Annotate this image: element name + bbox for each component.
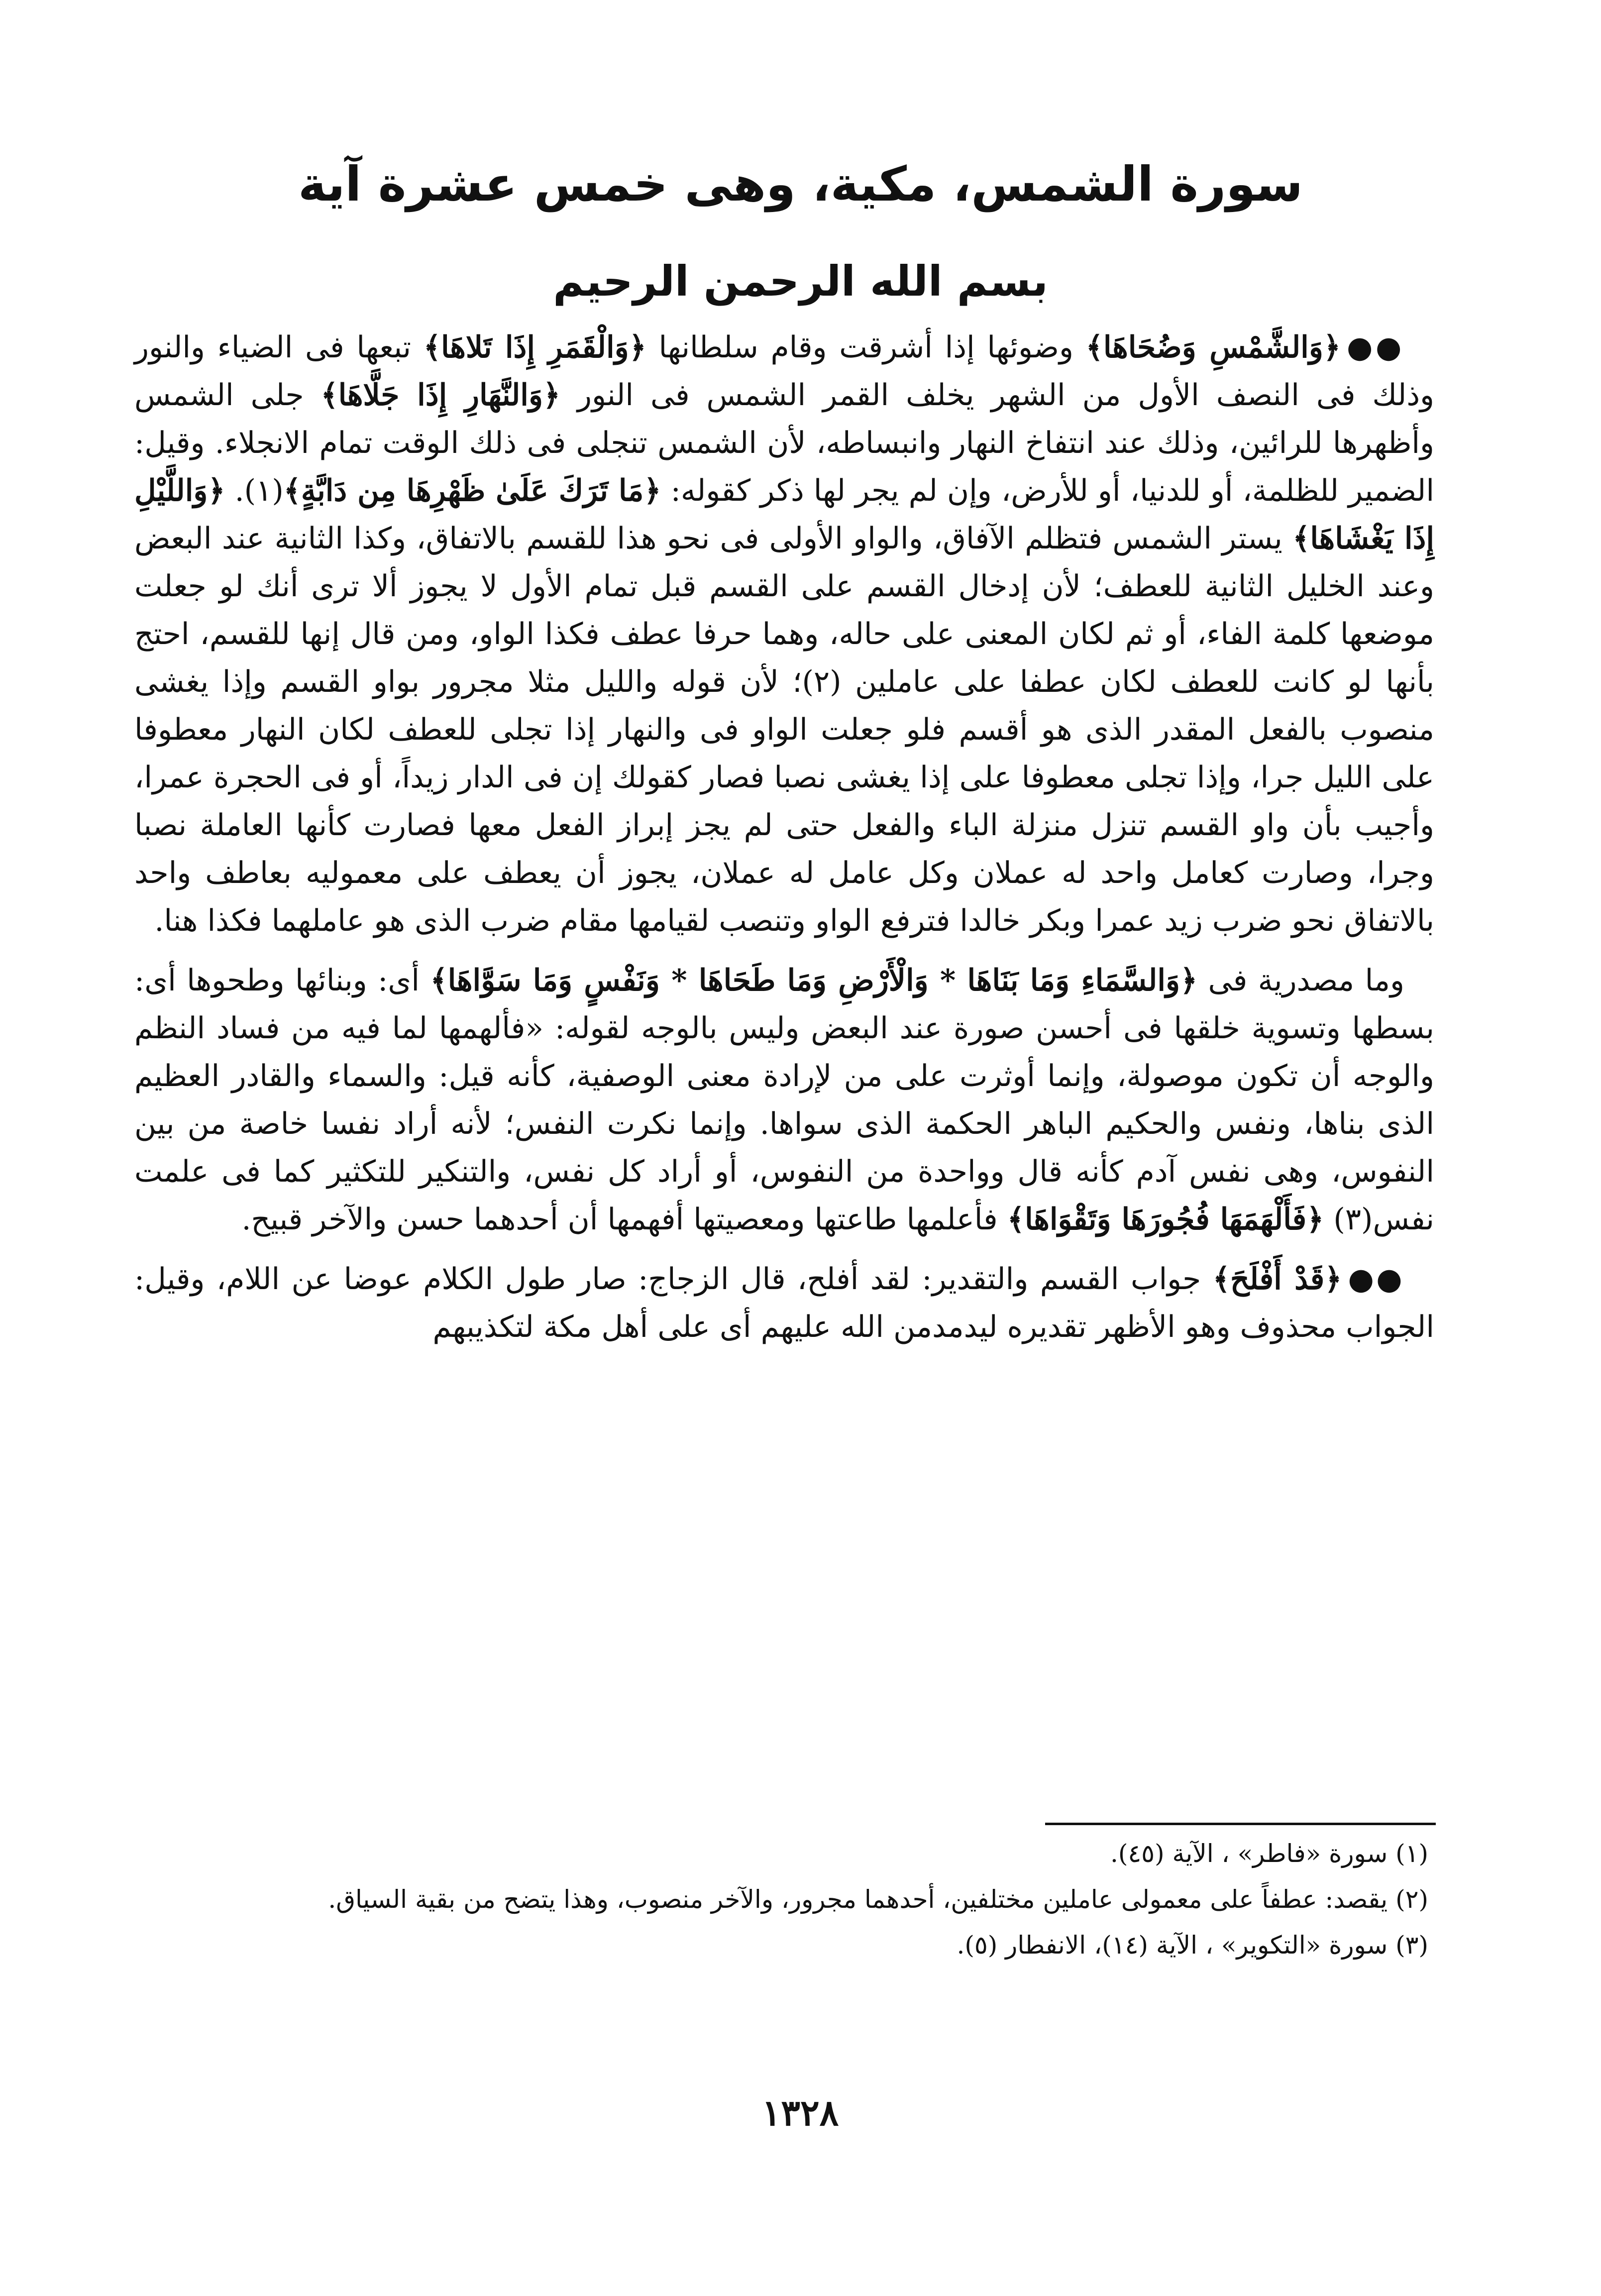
commentary-text: فأعلمها طاعتها ومعصيتها أفهمها أن أحدهما حسن والآخر قبيح. <box>241 1202 1007 1237</box>
paragraph <box>134 324 1434 945</box>
commentary-text: وما مصدرية فى <box>1197 963 1404 998</box>
quran-verse: ﴿قَدْ أَفْلَحَ﴾ <box>1212 1262 1342 1297</box>
bullet-marker: ●● <box>1348 1262 1404 1297</box>
paragraph-text <box>134 963 1434 1237</box>
commentary-text: تبعها فى الضياء والنور وذلك فى النصف الأول من الشهر يخلف القمر الشمس فى النور <box>134 330 1435 413</box>
quran-verse: ﴿وَالسَّمَاءِ وَمَا بَنَاهَا * وَالْأَرْضِ وَمَا طَحَاهَا * وَنَفْسٍ وَمَا سَوَّاهَا﴾ <box>430 963 1198 998</box>
quran-verse: ﴿فَأَلْهَمَهَا فُجُورَهَا وَتَقْوَاهَا﴾ <box>1007 1202 1324 1237</box>
quran-verse: ﴿وَالشَّمْسِ وَضُحَاهَا﴾ <box>1085 330 1341 365</box>
commentary-body <box>134 324 1434 1363</box>
basmala: بسم الله الرحمن الرحيم <box>553 257 1048 306</box>
quran-verse: ﴿وَالنَّهَارِ إِذَا جَلَّاهَا﴾ <box>320 378 561 413</box>
footnote: (١) سورة «فاطر» ، الآية (٤٥). <box>1110 1839 1428 1868</box>
paragraph <box>134 957 1434 1243</box>
footnotes <box>154 1834 1428 1971</box>
footnote-divider <box>1045 1823 1436 1825</box>
page-number: ١٣٢٨ <box>761 2091 839 2134</box>
bullet-marker: ●● <box>1347 330 1404 365</box>
commentary-text: يستر الشمس فتظلم الآفاق، والواو الأولى فى نحو هذا للقسم بالاتفاق، وكذا الثانية عند البعض وعند الخليل الثانية للعطف؛ لأن إدخال القسم على القسم قبل تمام الأول لا يجوز ألا ترى أنك لو جعلت موضعها كلمة الفاء، أو ثم لكان المعنى على حاله، وهما حرفا عطف فكذا الواو، ومن قال إنها للقسم، احتج بأنها لو كانت للعطف لكان عطفا على عاملين (٢)؛ لأن قوله والليل مثلا مجرور بواو القسم وإذا يغشى منصوب بالفعل المقدر الذى هو أقسم فلو جعلت الواو فى والنهار إذا تجلى للعطف لكان النهار معطوفا على الليل جرا، وإذا تجلى معطوفا على إذا يغشى نصبا فصار كقولك إن فى الدار زيداً، أو فى الحجرة عمرا، وأجيب بأن واو القسم تنزل منزلة الباء والفعل حتى لم يجز إبراز الفعل معها فصارت كأنها العاملة نصبا وجرا، وصارت كعامل واحد له عملان وكل عامل له عملان، يجوز أن يعطف على معموليه بعاطف واحد بالاتفاق نحو ضرب زيد عمرا وبكر خالدا فترفع الواو وتنصب لقيامها مقام ضرب الذى هو عاملهما فكذا هنا. <box>134 521 1435 938</box>
commentary-text: جواب القسم والتقدير: لقد أفلح، قال الزجاج: صار طول الكلام عوضا عن اللام، وقيل: الجواب محذوف وهو الأظهر تقديره ليدمدمن الله عليهم أى على أهل مكة لتكذيبهم <box>134 1262 1434 1344</box>
surah-title: سورة الشمس، مكية، وهى خمس عشرة آية <box>298 156 1303 212</box>
commentary-text: وضوئها إذا أشرقت وقام سلطانها <box>646 330 1086 365</box>
paragraph-text <box>134 330 1434 938</box>
quran-verse: ﴿وَالْقَمَرِ إِذَا تَلاهَا﴾ <box>423 330 646 365</box>
quran-verse: ﴿مَا تَرَكَ عَلَىٰ ظَهْرِهَا مِن دَابَّةٍ﴾ <box>283 473 661 508</box>
footnote: (٣) سورة «التكوير» ، الآية (١٤)، الانفطار (٥). <box>957 1931 1428 1960</box>
commentary-text: جلى الشمس وأظهرها للرائين، وذلك عند انتفاخ النهار وانبساطه، لأن الشمس تنجلى فى ذلك الوقت تمام الانجلاء. وقيل: الضمير للظلمة، أو للدنيا، أو للأرض، وإن لم يجر لها ذكر كقوله: <box>134 378 1434 508</box>
paragraph-text <box>134 1262 1434 1344</box>
commentary-text: (١). <box>225 473 284 508</box>
commentary-text: أى: وبنائها وطحوها أى: بسطها وتسوية خلقها فى أحسن صورة عند البعض وليس بالوجه لقوله: «فألهمها لما فيه من فساد النظم والوجه أن تكون موصولة، وإنما أوثرت على من لإرادة معنى الوصفية، كأنه قيل: والسماء والقادر العظيم الذى بناها، ونفس والحكيم الباهر الحكمة الذى سواها. وإنما نكرت النفس؛ لأنه أراد نفسا خاصة من بين النفوس، وهى نفس آدم كأنه قال وواحدة من النفوس، أو أراد كل نفس، والتنكير للتكثير كما فى علمت نفس(٣) <box>134 963 1434 1237</box>
footnote: (٢) يقصد: عطفاً على معمولى عاملين مختلفين، أحدهما مجرور، والآخر منصوب، وهذا يتضح من بقية السياق. <box>328 1885 1428 1914</box>
quran-verse: ﴿وَاللَّيْلِ إِذَا يَغْشَاهَا﴾ <box>134 473 1434 556</box>
paragraph <box>134 1255 1434 1351</box>
